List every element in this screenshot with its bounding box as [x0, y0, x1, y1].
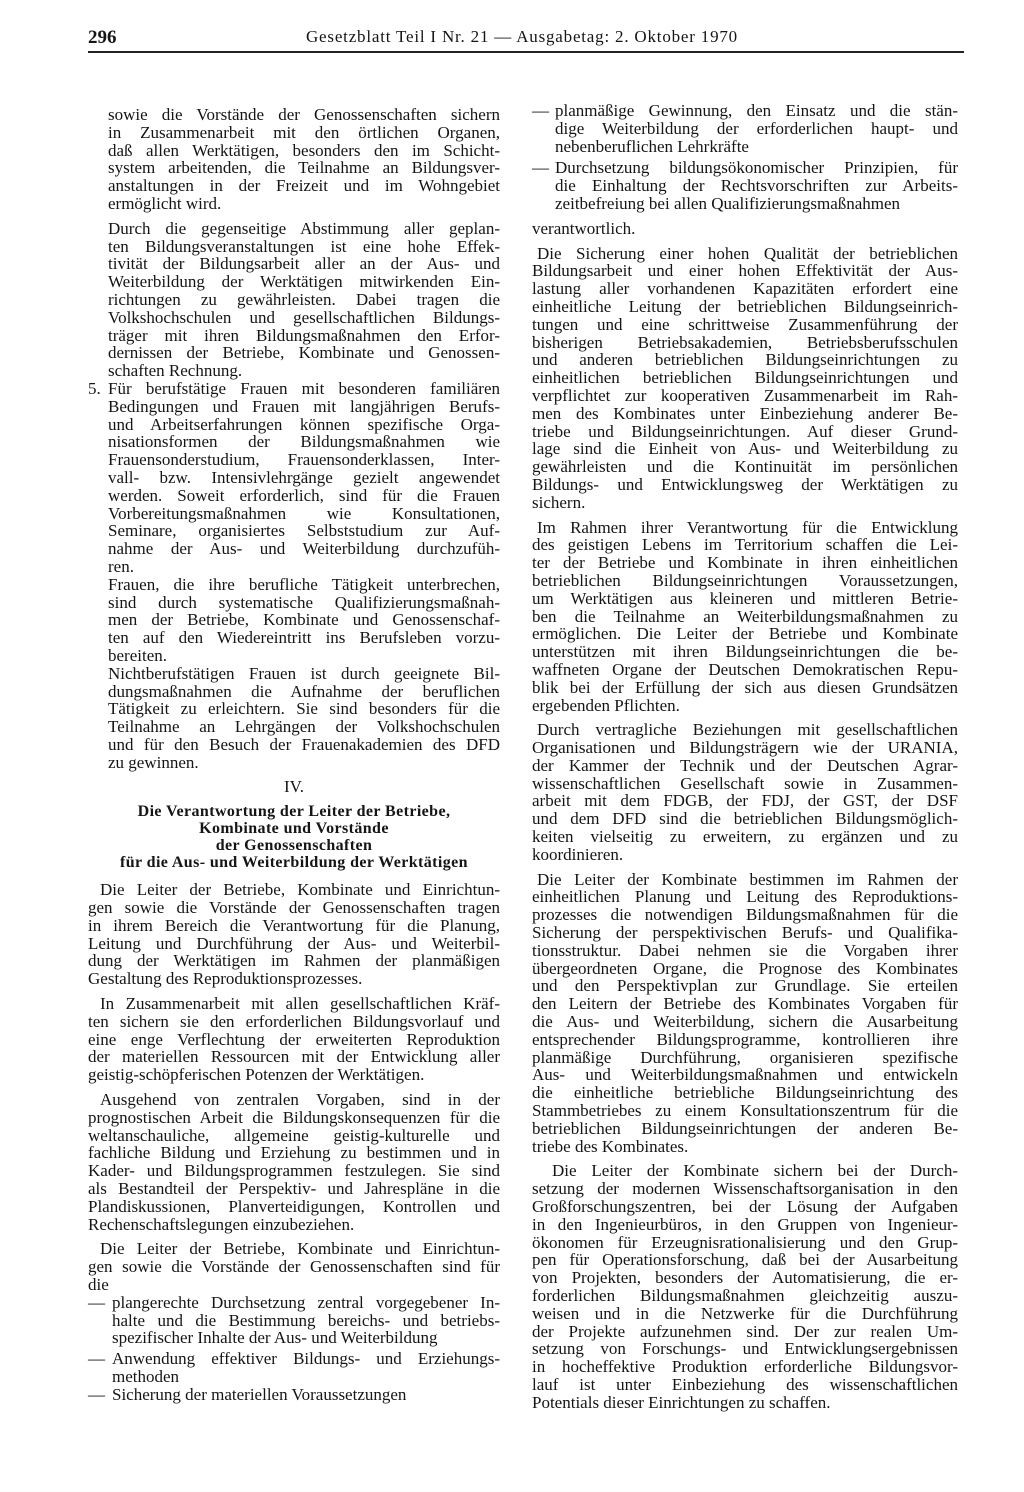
text-line: Bedingungen und Frauen mit langjährigen Berufs- — [108, 396, 500, 416]
dash-marker: — — [88, 1292, 105, 1312]
text-line: für die Aus- und Weiterbildung der Werktätigen — [120, 854, 468, 872]
text-line: arbeit mit dem FDGB, der FDJ, der GST, der DSF — [532, 791, 958, 811]
text-line: nisationsformen der Bildungsmaßnahmen wie — [108, 432, 500, 452]
text-line: die einheitliche betriebliche Bildungseinrichtung des — [532, 1083, 958, 1103]
text-line: Tätigkeit zu erleichtern. Sie sind besonders für die — [108, 699, 500, 719]
text-line: übergeordneten Organe, die Prognose des Kombinates — [532, 958, 958, 978]
text-line: Plandiskussionen, Planverteidigungen, Kontrollen und — [88, 1196, 500, 1216]
list-item — [88, 1294, 500, 1347]
text-line: und den Perspektivplan zur Grundlage. Sie erteilen — [532, 976, 958, 996]
text-line: system arbeitenden, die Teilnahme an Bildungsver- — [108, 158, 500, 178]
text-line: nahme der Aus- und Weiterbildung durchzufüh- — [108, 539, 500, 559]
list-item-text — [112, 1350, 500, 1386]
text-line: um Werktätigen aus kleineren und mittleren Betrie- — [532, 588, 958, 608]
text-line: forderlichen Bildungsmaßnahmen gleichzeitig auszu- — [532, 1286, 958, 1305]
text-line: eine enge Verflechtung der erweiterten Reproduktion — [88, 1029, 500, 1049]
text-line: ökonomen für Erzeugnisrationalisierung und den Grup- — [532, 1232, 958, 1252]
text-line: unterstützen mit ihren Bildungseinrichtungen die be- — [532, 642, 958, 662]
text-line: dernissen der Betriebe, Kombinate und Genossen- — [108, 343, 500, 363]
list-item — [88, 1386, 500, 1404]
text-line: den Leitern der Betriebe des Kombinates Vorgaben für — [532, 994, 958, 1014]
dash-marker: — — [88, 1384, 105, 1404]
text-line: der Genossenschaften — [215, 837, 373, 855]
text-line: pen für Operationsforschung, daß bei der Ausarbeitung — [532, 1250, 958, 1270]
text-line: sind durch systematische Qualifizierungsmaßnah- — [108, 592, 500, 612]
text-line: halte und die Bestimmung bereichs- und betriebs- — [112, 1310, 500, 1330]
text-line: anstaltungen in der Freizeit und im Wohngebiet — [108, 176, 500, 196]
page-number: 296 — [88, 27, 117, 48]
text-line: Weiterbildung der Werktätigen mitwirkenden Ein- — [108, 272, 500, 292]
text-line: und für den Besuch der Frauenakademien des DFD — [108, 734, 500, 754]
text-line: Sicherung der perspektivischen Berufs- und Qualifika- — [532, 923, 958, 943]
paragraph — [108, 220, 500, 380]
text-line: Aus- und Weiterbildungsmaßnahmen und entwickeln — [532, 1065, 958, 1085]
section-heading — [88, 803, 500, 871]
text-line: ben die Teilnahme an Weiterbildungsmaßnahmen zu — [532, 606, 958, 626]
text-line: und dem DFD sind die betrieblichen Bildungsmöglich- — [532, 809, 958, 829]
text-line: wissenschaftlichen Gesellschaft sowie in Zusammen- — [532, 773, 958, 793]
text-line: einheitliche Leitung der betrieblichen Bildungseinrich- — [532, 296, 958, 316]
text-line: Rechenschaftslegungen einzubeziehen. — [88, 1214, 355, 1234]
text-line: Seminare, organisiertes Selbststudium zur Auf- — [108, 521, 500, 541]
right-column — [532, 102, 958, 1412]
text-line: keiten vielseitig zu erweitern, zu ergänzen und zu — [532, 827, 958, 847]
text-line: waffneten Organe der Deutschen Demokratischen Repu- — [532, 659, 958, 679]
text-line: Stammbetriebes zu einem Konsultationszentrum für die — [532, 1101, 958, 1121]
list-item-text — [112, 1386, 500, 1404]
text-line: prozesses die notwendigen Bildungsmaßnahmen für die — [532, 905, 958, 925]
text-line: Die Leiter der Betriebe, Kombinate und Einrichtun- — [100, 880, 500, 900]
text-line: zeitbefreiung bei allen Qualifizierungsmaßnahmen — [555, 193, 901, 213]
list-item-text — [112, 1294, 500, 1347]
paragraph — [108, 665, 500, 772]
text-line: setzung der modernen Wissenschaftsorganisation in den — [532, 1179, 958, 1199]
text-line: Die Leiter der Betriebe, Kombinate und Einrichtun- — [100, 1239, 500, 1259]
text-line: und anderen betrieblichen Bildungseinrichtungen zu — [532, 350, 958, 370]
text-line: lastung aller vorhandenen Kapazitäten erfordert eine — [532, 279, 958, 299]
text-line: gewährleisten und die Kontinuität im persönlichen — [532, 457, 958, 477]
text-line: ergebenden Pflichten. — [532, 695, 680, 715]
text-line: Frauensonderstudium, Frauensonderklassen, Inter- — [108, 450, 500, 470]
text-line: ermöglichen. Die Leiter der Betriebe und Kombinate — [532, 624, 958, 644]
text-line: methoden — [112, 1367, 180, 1386]
text-line: als Bestandteil der Perspektiv- und Jahrespläne in die — [88, 1179, 500, 1199]
paragraph — [108, 106, 500, 213]
text-line: ter der Betriebe und Kombinate in ihren einheitlichen — [532, 553, 958, 573]
text-line: in ihrem Bereich die Verantwortung für die Planung, — [88, 915, 500, 935]
text-line: nebenberuflichen Lehrkräfte — [555, 136, 749, 156]
dash-marker: — — [88, 1349, 105, 1369]
text-line: triebe des Kombinates. — [532, 1136, 689, 1156]
text-line: die Einhaltung der Rechtsvorschriften zur Arbeits- — [555, 176, 958, 196]
running-header-title: Gesetzblatt Teil I Nr. 21 — Ausgabetag: 2. Oktober 1970 — [305, 27, 738, 46]
paragraph — [532, 519, 958, 715]
paragraph — [108, 380, 500, 576]
text-line: in hocheffektive Produktion erforderliche Bildungsvor- — [532, 1357, 958, 1377]
text-line: gen sowie die Vorstände der Genossenschaften tragen — [88, 898, 500, 918]
list-item — [532, 102, 958, 155]
text-line: ten auf den Wiedereintritt ins Berufsleben vorzu- — [108, 628, 500, 648]
text-line: Leitung und Durchführung der Aus- und Weiterbil- — [88, 933, 500, 953]
text-line: betrieblichen Bildungseinrichtungen der anderen Be- — [532, 1118, 958, 1138]
text-line: entsprechender Bildungsprogramme, kontrollieren ihre — [532, 1029, 958, 1049]
text-line: ten Bildungsveranstaltungen ist eine hohe Effek- — [108, 236, 500, 256]
text-line: Sicherung der materiellen Voraussetzungen — [112, 1384, 407, 1404]
text-line: Teilnahme an Lehrgängen der Volkshochschulen — [108, 717, 500, 737]
text-line: bereiten. — [108, 645, 167, 665]
list-tail-text: verantwortlich. — [532, 218, 636, 238]
text-line: Durchsetzung bildungsökonomischer Prinzipien, für — [555, 158, 958, 178]
section-numeral: IV. — [284, 777, 304, 797]
text-line: Für berufstätige Frauen mit besonderen familiären — [108, 378, 500, 398]
paragraph — [532, 721, 958, 863]
paragraph — [88, 881, 500, 988]
item-5 — [88, 380, 500, 772]
dash-marker: — — [532, 158, 549, 178]
text-line: verpflichtet zur kooperativen Zusammenarbeit im Rah- — [532, 385, 958, 405]
text-line: Kader- und Bildungsprogrammen festzulegen. Sie sind — [88, 1161, 500, 1181]
text-line: lauf ist unter Einbeziehung des wissenschaftlichen — [532, 1374, 958, 1394]
text-line: Anwendung effektiver Bildungs- und Erziehungs- — [112, 1349, 500, 1369]
text-line: Volkshochschulen und gesellschaftlichen Bildungs- — [108, 307, 500, 327]
text-line: Ausgehend von zentralen Vorgaben, sind in der — [100, 1090, 500, 1110]
text-line: tungen und eine schrittweise Zusammenführung der — [532, 314, 958, 334]
text-line: men des Kombinates unter Einbeziehung anderer Be- — [532, 403, 958, 423]
text-line: des geistigen Lebens im Territorium schaffen die Lei- — [532, 535, 958, 555]
text-line: träger mit ihren Bildungsmaßnahmen den Erfor- — [108, 325, 500, 345]
text-line: ermöglicht wird. — [108, 193, 222, 213]
text-line: und Arbeitserfahrungen können spezifische Orga- — [108, 414, 500, 434]
text-line: tivität der Bildungsarbeit aller an der Aus- und — [108, 254, 500, 274]
text-line: ren. — [108, 556, 134, 576]
text-line: koordinieren. — [532, 844, 624, 864]
text-line: Im Rahmen ihrer Verantwortung für die Entwicklung — [537, 517, 958, 537]
text-line: men der Betriebe, Kombinate und Genossenschaf- — [108, 610, 500, 630]
text-line: Nichtberufstätigen Frauen ist durch geeignete Bil- — [108, 663, 500, 683]
paragraph — [88, 995, 500, 1084]
text-line: Vorbereitungsmaßnahmen wie Konsultationen, — [108, 503, 500, 523]
text-line: Frauen, die ihre berufliche Tätigkeit unterbrechen, — [108, 574, 500, 594]
left-column — [88, 106, 500, 1404]
text-line: triebe und Bildungseinrichtungen. Auf dieser Grund- — [532, 421, 958, 441]
text-line: Durch die gegenseitige Abstimmung aller geplan- — [108, 218, 500, 238]
text-line: dung der Werktätigen im Rahmen der planmäßigen — [88, 951, 500, 971]
text-line: sichern. — [532, 492, 586, 512]
text-line: bisherigen Betriebsakademien, Betriebsberufsschulen — [532, 332, 958, 352]
item-number: 5. — [88, 378, 101, 398]
text-line: die — [88, 1275, 109, 1295]
text-line: Die Leiter der Kombinate sichern bei der Durch- — [552, 1161, 958, 1181]
text-line: lage sind die Einheit von Aus- und Weiterbildung zu — [532, 439, 958, 459]
text-line: fachliche Bildung und Erziehung zu bestimmen und in — [88, 1143, 500, 1163]
paragraph — [532, 245, 958, 512]
text-line: dungsmaßnahmen die Aufnahme der beruflichen — [108, 681, 500, 701]
list-item — [532, 159, 958, 212]
dash-marker: — — [532, 101, 549, 120]
text-line: in Zusammenarbeit mit den örtlichen Organen, — [108, 122, 500, 142]
text-line: weisen und in die Netzwerke für die Durchführung — [532, 1303, 958, 1323]
paragraph — [108, 576, 500, 665]
text-line: planmäßige Durchführung, organisieren spezifische — [532, 1047, 958, 1067]
text-line: setzung von Forschungs- und Entwicklungsergebnissen — [532, 1339, 958, 1359]
text-line: in den Ingenieurbüros, in den Gruppen von Ingenieur- — [532, 1214, 958, 1234]
text-line: Bildungsarbeit und einer hohen Effektivität der Aus- — [532, 261, 958, 281]
text-line: Die Leiter der Kombinate bestimmen im Rahmen der — [537, 869, 958, 889]
text-line: betrieblichen Bildungseinrichtungen Voraussetzungen, — [532, 570, 958, 590]
text-line: weltanschauliche, allgemeine geistig-kulturelle und — [88, 1125, 500, 1145]
list-item-text — [555, 159, 958, 212]
text-line: der Kammer der Technik und der Deutschen Agrar- — [532, 755, 958, 775]
text-line: planmäßige Gewinnung, den Einsatz und die stän- — [555, 101, 958, 120]
text-line: der Projekte aufzunehmen sind. Der zur realen Um- — [532, 1321, 958, 1341]
text-line: In Zusammenarbeit mit allen gesellschaftlichen Kräf- — [100, 994, 500, 1014]
text-line: zu gewinnen. — [108, 752, 199, 772]
text-line: Bildungs- und Entwicklungsweg der Werktätigen zu — [532, 474, 958, 494]
text-line: spezifischer Inhalte der Aus- und Weiterbildung — [112, 1328, 438, 1348]
text-line: Potentials dieser Einrichtungen zu schaffen. — [532, 1392, 831, 1412]
text-line: Die Verantwortung der Leiter der Betriebe, — [137, 803, 451, 821]
list-item — [88, 1350, 500, 1386]
item-4-continuation — [88, 106, 500, 380]
text-line: Gestaltung des Reproduktionsprozesses. — [88, 969, 363, 989]
text-line: blik bei der Erfüllung der sich aus diesen Grundsätzen — [532, 677, 958, 697]
text-line: geistig-schöpferischen Potenzen der Werktätigen. — [88, 1065, 425, 1085]
text-line: daß allen Werktätigen, besonders den im Schicht- — [108, 140, 500, 160]
text-line: tionsstruktur. Dabei nehmen sie die Vorgaben ihrer — [532, 940, 958, 960]
text-line: ten sichern sie den erforderlichen Bildungsvorlauf und — [88, 1011, 500, 1031]
text-line: die Aus- und Weiterbildung, sichern die Ausarbeitung — [532, 1012, 958, 1032]
paragraph — [532, 871, 958, 1156]
text-line: gen sowie die Vorstände der Genossenschaften sind für — [88, 1257, 500, 1277]
list-item-text — [555, 102, 958, 155]
text-line: plangerechte Durchsetzung zentral vorgegebener In- — [112, 1292, 500, 1312]
text-line: der materiellen Ressourcen mit der Entwicklung aller — [88, 1047, 500, 1067]
text-line: einheitlichen Planung und Leitung des Reproduktions- — [532, 887, 958, 907]
text-line: Organisationen und Bildungsträgern wie der URANIA, — [532, 738, 958, 758]
paragraph — [88, 1240, 500, 1293]
text-line: dige Weiterbildung der erforderlichen haupt- und — [555, 118, 958, 138]
text-line: richtungen zu gewährleisten. Dabei tragen die — [108, 289, 500, 309]
text-line: einheitlichen betrieblichen Bildungseinrichtungen und — [532, 368, 958, 388]
text-line: Großforschungszentren, bei der Lösung der Aufgaben — [532, 1197, 958, 1217]
text-line: werden. Soweit erforderlich, sind für die Frauen — [108, 485, 500, 505]
header-rule — [88, 51, 964, 53]
text-line: prognostischen Arbeit die Bildungskonsequenzen für die — [88, 1107, 500, 1127]
paragraph — [532, 1162, 958, 1411]
text-line: schaften Rechnung. — [108, 361, 243, 381]
text-line: sowie die Vorstände der Genossenschaften sichern — [108, 105, 500, 124]
text-line: Die Sicherung einer hohen Qualität der betrieblichen — [537, 243, 958, 263]
text-line: Kombinate und Vorstände — [199, 820, 389, 838]
text-line: von Projekten, besonders der Automatisierung, die er- — [532, 1268, 958, 1288]
text-line: vall- bzw. Intensivlehrgänge gezielt angewendet — [108, 467, 500, 487]
text-line: Durch vertragliche Beziehungen mit gesellschaftlichen — [537, 720, 958, 740]
paragraph — [88, 1091, 500, 1233]
